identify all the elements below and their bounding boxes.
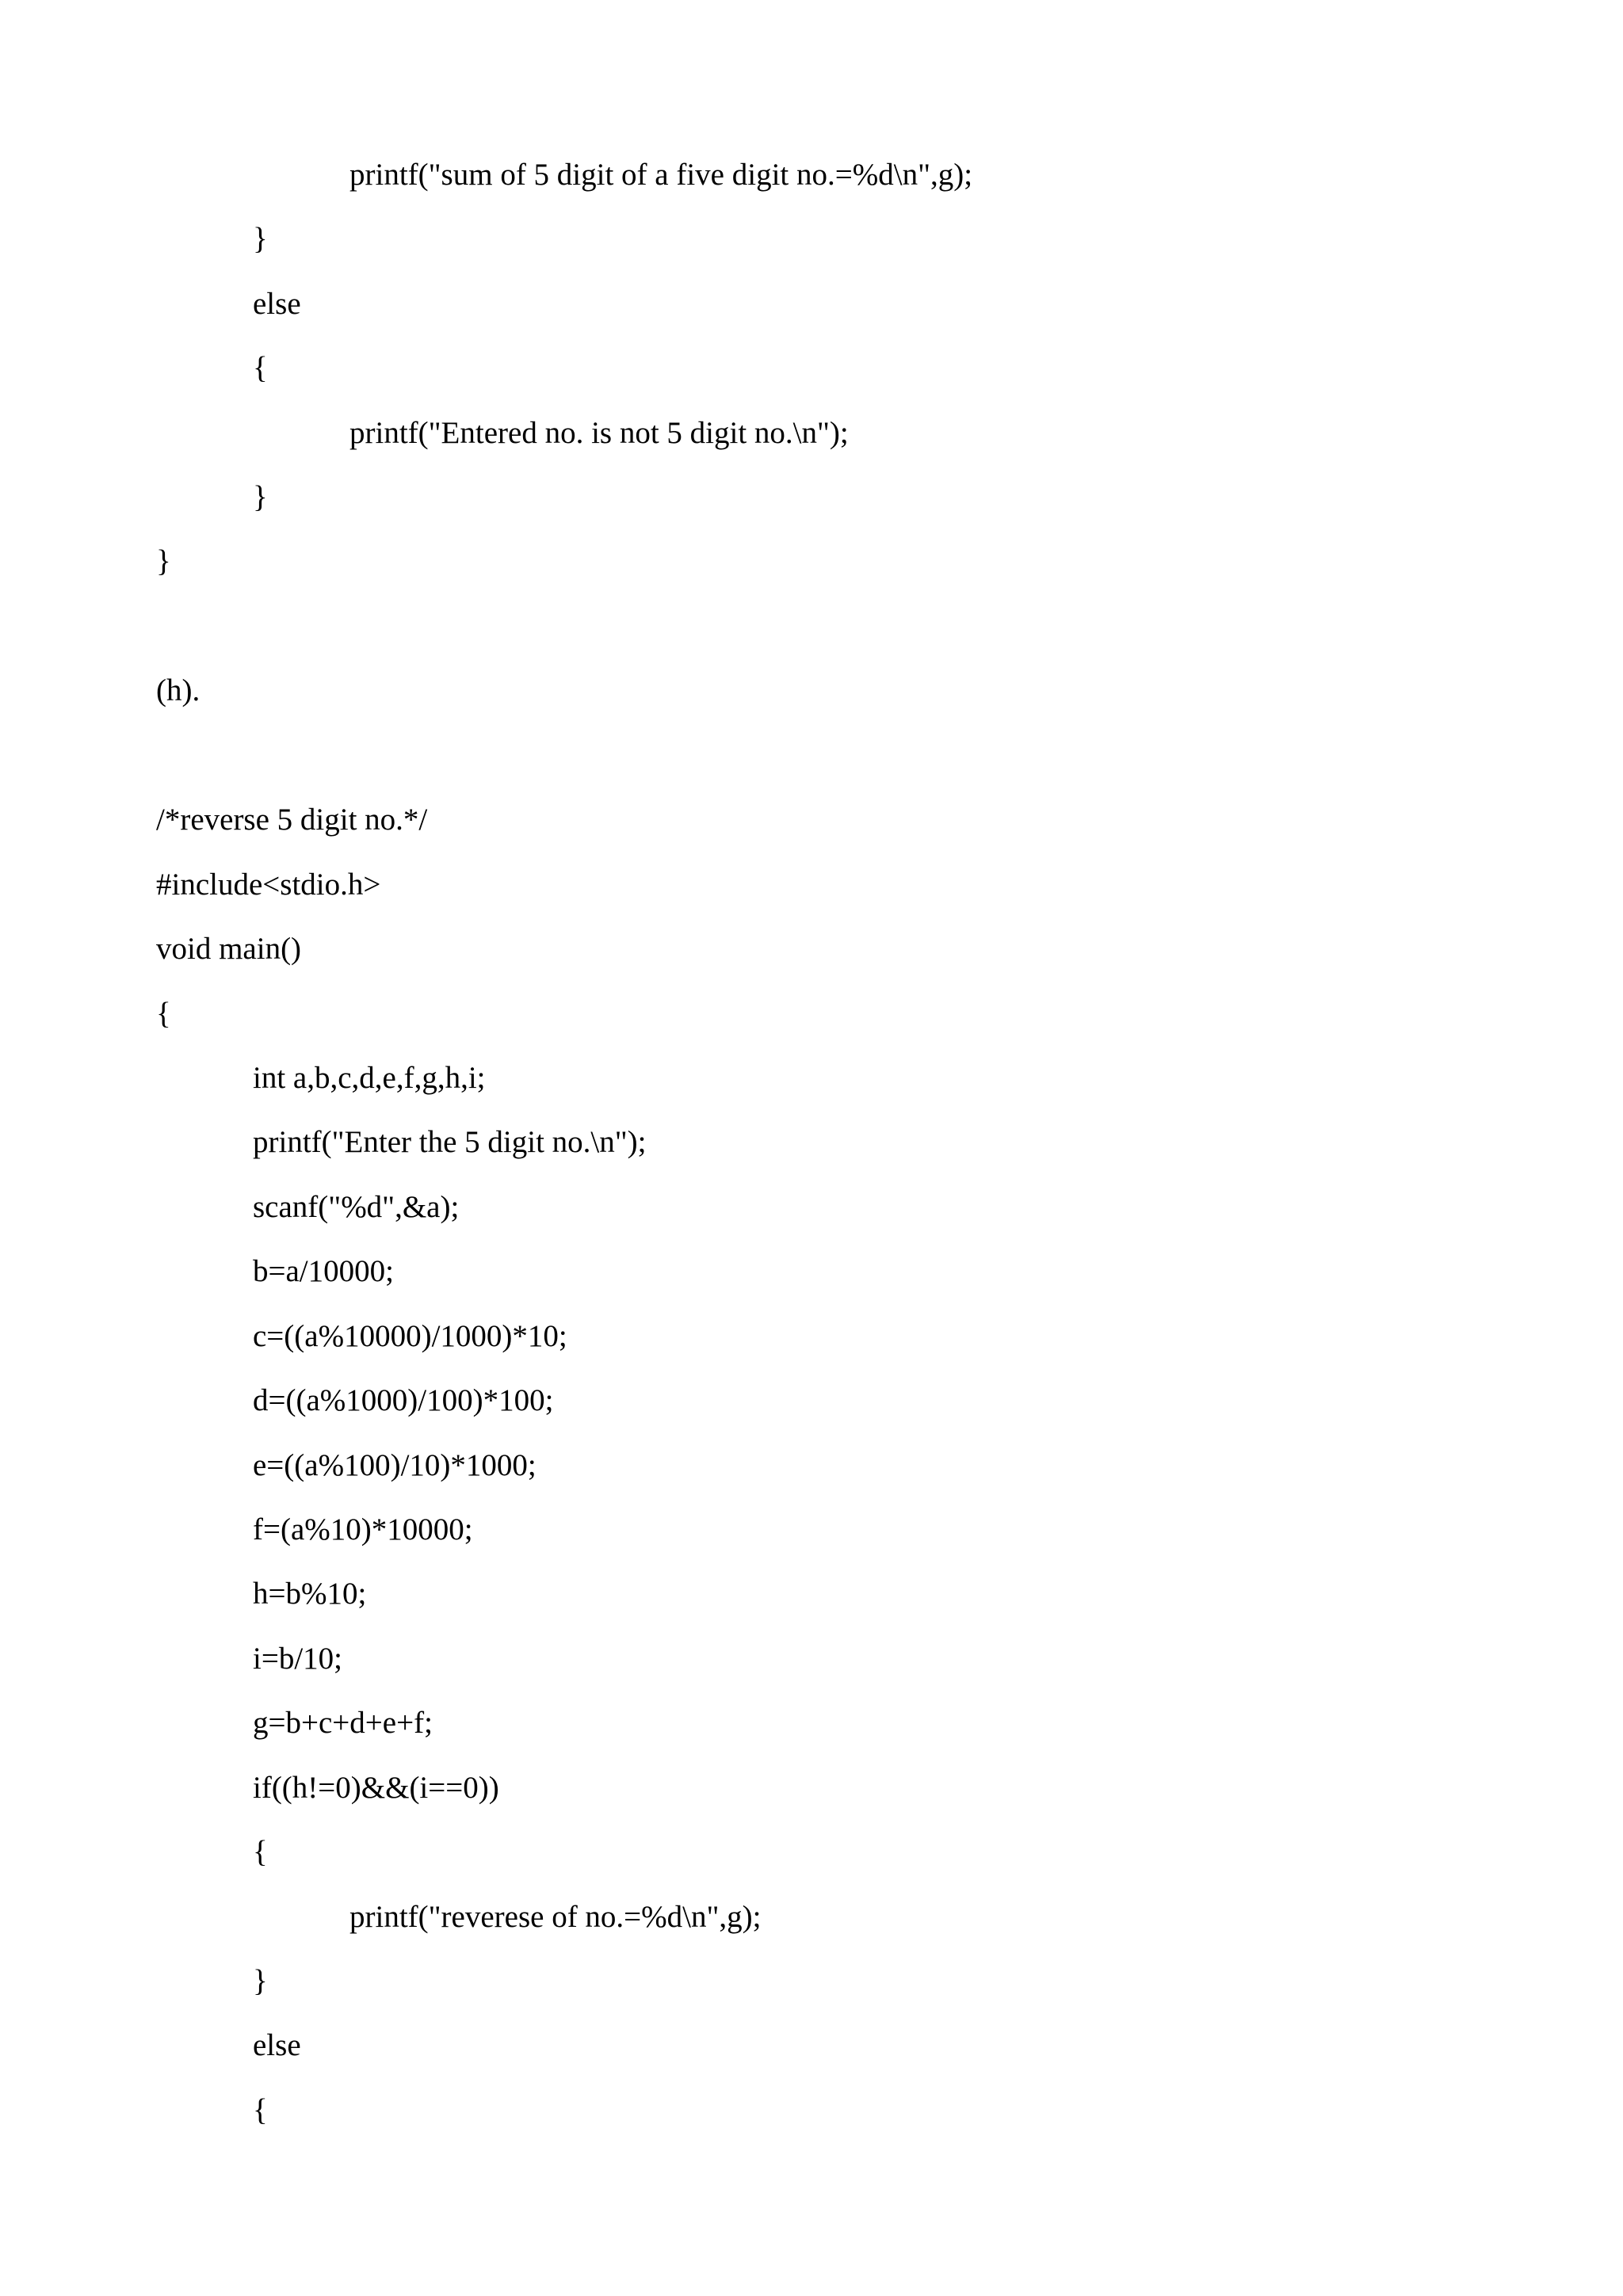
code-line: int a,b,c,d,e,f,g,h,i; bbox=[253, 1061, 486, 1095]
code-line: g=b+c+d+e+f; bbox=[253, 1706, 433, 1740]
code-line: else bbox=[253, 287, 301, 321]
code-line: d=((a%1000)/100)*100; bbox=[253, 1383, 554, 1417]
code-line: if((h!=0)&&(i==0)) bbox=[253, 1771, 499, 1805]
code-line: printf("reverese of no.=%d\n",g); bbox=[349, 1900, 762, 1934]
code-line: #include<stdio.h> bbox=[156, 868, 381, 902]
code-line: void main() bbox=[156, 932, 302, 966]
code-line: else bbox=[253, 2028, 301, 2062]
code-line: h=b%10; bbox=[253, 1577, 367, 1611]
code-line: } bbox=[253, 480, 268, 514]
code-line: e=((a%100)/10)*1000; bbox=[253, 1448, 537, 1482]
code-line: { bbox=[156, 997, 171, 1031]
code-line: printf("sum of 5 digit of a five digit no.=%d\n",g); bbox=[349, 158, 973, 192]
code-line: printf("Enter the 5 digit no.\n"); bbox=[253, 1125, 647, 1159]
section-label: (h). bbox=[156, 673, 200, 707]
code-line: { bbox=[253, 2093, 268, 2127]
code-comment: /*reverse 5 digit no.*/ bbox=[156, 803, 428, 837]
code-line: { bbox=[253, 1835, 268, 1869]
code-line: } bbox=[253, 222, 268, 256]
code-line: f=(a%10)*10000; bbox=[253, 1512, 473, 1547]
code-line: { bbox=[253, 351, 268, 385]
code-line: } bbox=[156, 544, 171, 578]
code-line: i=b/10; bbox=[253, 1642, 343, 1676]
code-line: printf("Entered no. is not 5 digit no.\n"); bbox=[349, 416, 849, 450]
code-line: b=a/10000; bbox=[253, 1254, 394, 1288]
code-line: scanf("%d",&a); bbox=[253, 1190, 460, 1224]
code-line: } bbox=[253, 1964, 268, 1998]
code-line: c=((a%10000)/1000)*10; bbox=[253, 1319, 567, 1353]
